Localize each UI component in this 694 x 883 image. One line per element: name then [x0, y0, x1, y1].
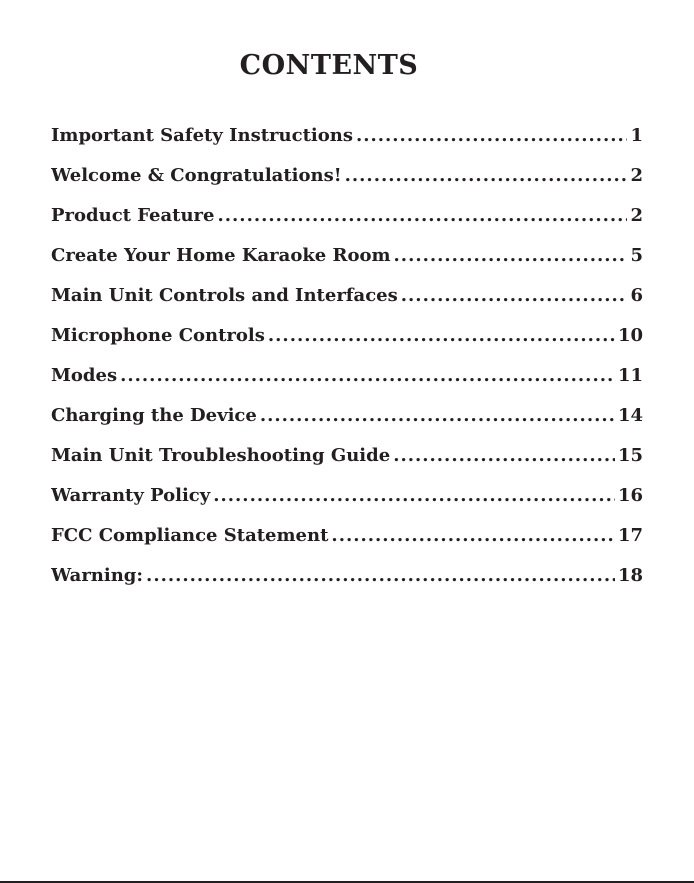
toc-page-number: 15 [617, 445, 643, 466]
toc-dot-leader [213, 485, 615, 506]
toc-entry [51, 445, 643, 485]
toc-dot-leader [268, 325, 615, 346]
toc-page-number: 17 [617, 525, 643, 546]
toc-entry-label: Main Unit Troubleshooting Guide [51, 445, 391, 466]
toc-entry [51, 485, 643, 525]
toc-page-number: 2 [630, 165, 643, 186]
toc-entry [51, 285, 643, 325]
toc-dot-leader [331, 525, 615, 546]
toc-dot-leader [394, 245, 628, 266]
toc-entry [51, 365, 643, 405]
toc-entry [51, 565, 643, 605]
toc-entry-label: Charging the Device [51, 405, 257, 426]
toc-entry-label: Welcome & Congratulations! [51, 165, 342, 186]
toc-entry [51, 165, 643, 205]
toc-entry-label: Important Safety Instructions [51, 125, 353, 146]
toc-page-number: 18 [617, 565, 643, 586]
toc-entry [51, 325, 643, 365]
toc-entry [51, 245, 643, 285]
toc-page-number: 5 [630, 245, 643, 266]
toc-page-number: 2 [630, 205, 643, 226]
toc-entry-label: Warning: [51, 565, 144, 586]
toc-dot-leader [393, 445, 615, 466]
toc-entry [51, 405, 643, 445]
toc-entry-label: Warranty Policy [51, 485, 211, 506]
toc-entry-label: Product Feature [51, 205, 215, 226]
toc-page-number: 14 [617, 405, 643, 426]
toc-entry-label: Create Your Home Karaoke Room [51, 245, 391, 266]
toc-dot-leader [345, 165, 628, 186]
toc-dot-leader [218, 205, 628, 226]
toc-page-number: 16 [617, 485, 643, 506]
toc-entry [51, 525, 643, 565]
table-of-contents [51, 125, 643, 605]
toc-entry-label: Microphone Controls [51, 325, 265, 346]
toc-dot-leader [146, 565, 615, 586]
toc-page-number: 11 [617, 365, 643, 386]
toc-entry-label: FCC Compliance Statement [51, 525, 329, 546]
toc-entry [51, 125, 643, 165]
toc-page-number: 6 [630, 285, 643, 306]
toc-dot-leader [120, 365, 615, 386]
toc-entry-label: Main Unit Controls and Interfaces [51, 285, 398, 306]
toc-dot-leader [401, 285, 628, 306]
toc-page-number: 1 [630, 125, 643, 146]
toc-entry [51, 205, 643, 245]
toc-entry-label: Modes [51, 365, 118, 386]
toc-dot-leader [260, 405, 615, 426]
page-title: CONTENTS [239, 50, 419, 81]
toc-page-number: 10 [617, 325, 643, 346]
toc-dot-leader [356, 125, 628, 146]
